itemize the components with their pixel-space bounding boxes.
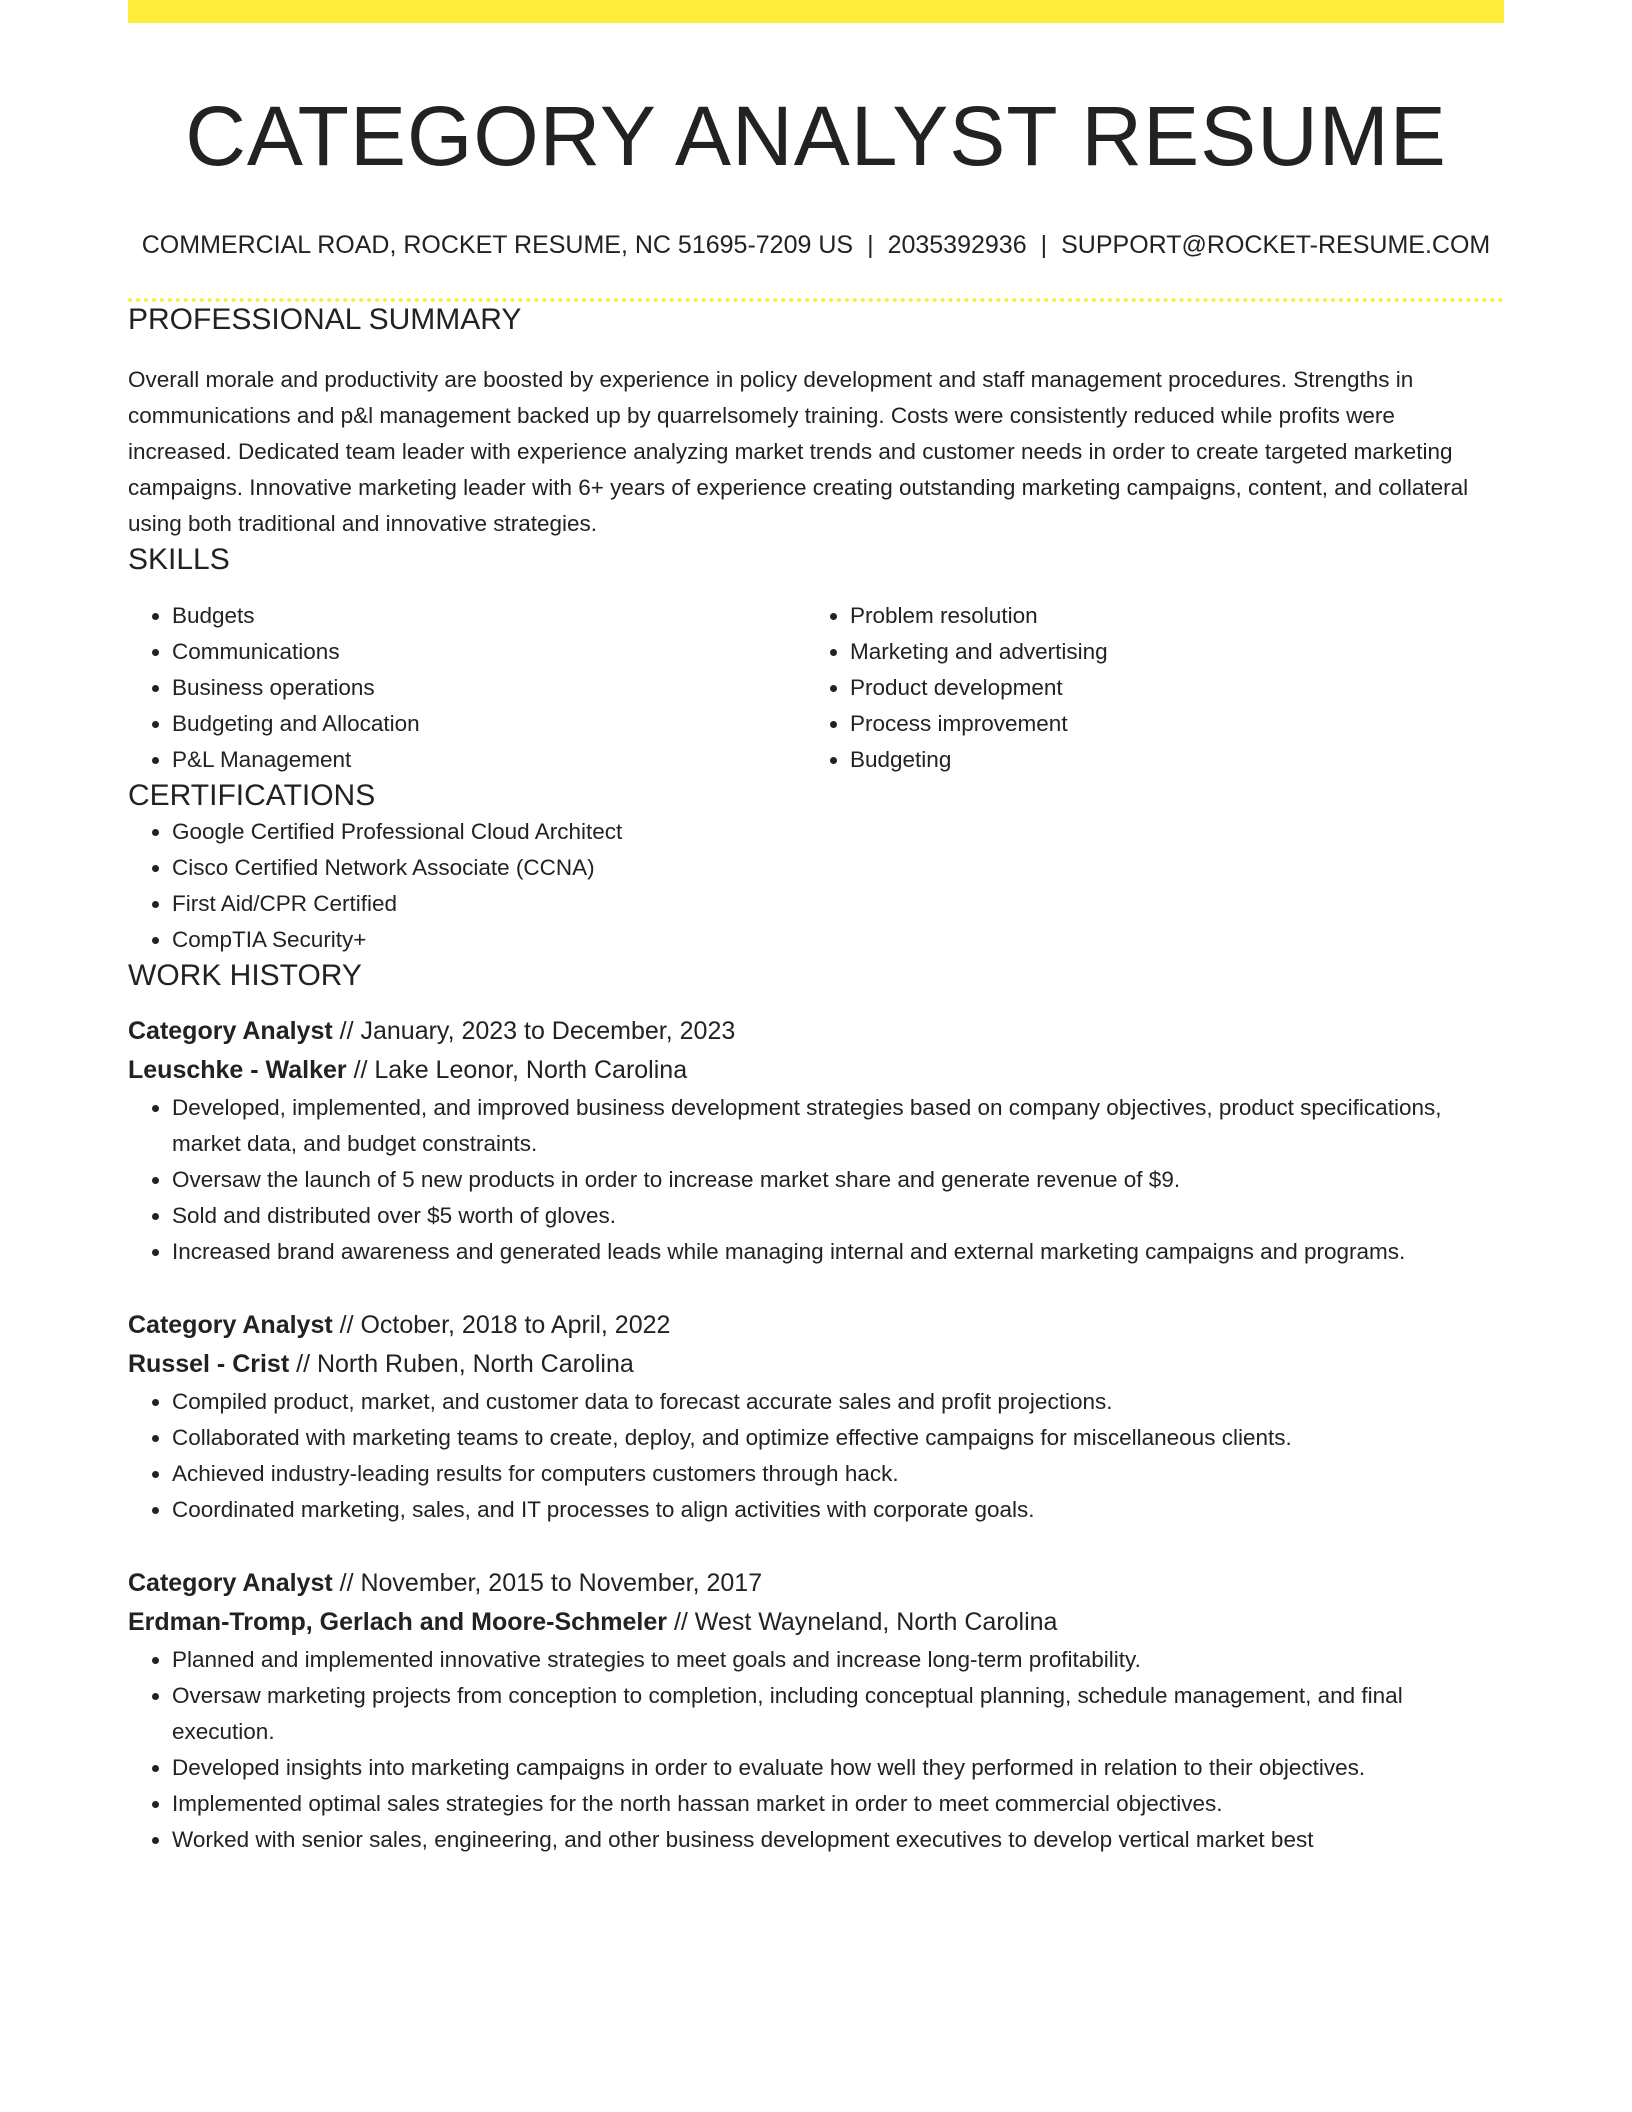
job-company-line xyxy=(128,1051,1504,1090)
skill-item: • Budgeting xyxy=(850,742,1484,778)
job-company: Erdman-Tromp, Gerlach and Moore-Schmeler xyxy=(128,1607,668,1636)
skills-grid xyxy=(128,598,1504,778)
job-bullets xyxy=(128,1642,1504,1858)
job-location: // Lake Leonor, North Carolina xyxy=(353,1055,688,1084)
job-dates: // October, 2018 to April, 2022 xyxy=(339,1310,671,1339)
job-bullet: • Collaborated with marketing teams to create, deploy, and optimize effective campaigns for miscellaneous clients. xyxy=(172,1420,1504,1456)
job-location: // West Wayneland, North Carolina xyxy=(673,1607,1058,1636)
skills-column-right xyxy=(806,598,1484,778)
skill-item: • Marketing and advertising xyxy=(850,634,1484,670)
job-company-line xyxy=(128,1603,1504,1642)
summary-section xyxy=(128,302,1504,542)
skill-item: • Communications xyxy=(172,634,806,670)
job-entry xyxy=(128,1012,1504,1270)
job-bullets xyxy=(128,1090,1504,1270)
job-bullet: • Oversaw marketing projects from conception to completion, including conceptual planning, schedule management, and final execution. xyxy=(172,1678,1504,1750)
contact-line xyxy=(128,230,1504,260)
skills-heading: SKILLS xyxy=(128,542,230,576)
skills-list-left xyxy=(128,598,806,778)
skill-item: • Budgeting and Allocation xyxy=(172,706,806,742)
job-bullet: • Achieved industry-leading results for computers customers through hack. xyxy=(172,1456,1504,1492)
summary-heading: PROFESSIONAL SUMMARY xyxy=(128,302,522,336)
contact-address: COMMERCIAL ROAD, ROCKET RESUME, NC 51695-7209 US xyxy=(141,230,854,259)
job-bullet: • Compiled product, market, and customer data to forecast accurate sales and profit projections. xyxy=(172,1384,1504,1420)
work-history-heading: WORK HISTORY xyxy=(128,958,362,992)
job-bullet: • Increased brand awareness and generated leads while managing internal and external marketing campaigns and programs. xyxy=(172,1234,1504,1270)
skill-item: • P&L Management xyxy=(172,742,806,778)
resume-content xyxy=(128,0,1504,1858)
job-bullet: • Developed insights into marketing campaigns in order to evaluate how well they performed in relation to their objectives. xyxy=(172,1750,1504,1786)
job-company-line xyxy=(128,1345,1504,1384)
job-bullet: • Coordinated marketing, sales, and IT processes to align activities with corporate goals. xyxy=(172,1492,1504,1528)
certification-item: • Google Certified Professional Cloud Architect xyxy=(172,814,1504,850)
skill-item: • Process improvement xyxy=(850,706,1484,742)
job-company: Russel - Crist xyxy=(128,1349,290,1378)
skill-item: • Product development xyxy=(850,670,1484,706)
skill-item: • Budgets xyxy=(172,598,806,634)
certifications-heading: CERTIFICATIONS xyxy=(128,778,376,812)
job-bullet: • Developed, implemented, and improved business development strategies based on company objectives, product specifications, market data, and budget constraints. xyxy=(172,1090,1504,1162)
certifications-list xyxy=(128,814,1504,958)
job-dates: // November, 2015 to November, 2017 xyxy=(339,1568,763,1597)
work-history-section xyxy=(128,958,1504,1858)
skills-column-left xyxy=(128,598,806,778)
skills-section xyxy=(128,542,1504,778)
summary-text: Overall morale and productivity are boosted by experience in policy development and staff management procedures. Strengths in communications and p&l management backed up by quarrelsomely training. Costs were consistently reduced while profits were increased. Dedicated team leader with experience analyzing market trends and customer needs in order to create targeted marketing campaigns. Innovative marketing leader with 6+ years of experience creating outstanding marketing campaigns, content, and collateral using both traditional and innovative strategies. xyxy=(128,366,1469,536)
job-title: Category Analyst xyxy=(128,1310,333,1339)
contact-separator: | xyxy=(867,230,874,259)
job-entry xyxy=(128,1564,1504,1858)
job-title-line xyxy=(128,1306,1504,1345)
job-title-line xyxy=(128,1564,1504,1603)
contact-separator: | xyxy=(1040,230,1048,259)
contact-phone: 2035392936 xyxy=(887,230,1027,259)
resume-title: CATEGORY ANALYST RESUME xyxy=(185,89,1447,183)
accent-top-bar xyxy=(128,0,1504,23)
job-bullets xyxy=(128,1384,1504,1528)
skill-item: • Business operations xyxy=(172,670,806,706)
certification-item: • CompTIA Security+ xyxy=(172,922,1504,958)
job-bullet: • Sold and distributed over $5 worth of gloves. xyxy=(172,1198,1504,1234)
certification-item: • Cisco Certified Network Associate (CCNA) xyxy=(172,850,1504,886)
job-bullet: • Worked with senior sales, engineering, and other business development executives to develop vertical market best xyxy=(172,1822,1504,1858)
contact-email: SUPPORT@ROCKET-RESUME.COM xyxy=(1061,230,1491,259)
job-bullet: • Planned and implemented innovative strategies to meet goals and increase long-term profitability. xyxy=(172,1642,1504,1678)
job-entry xyxy=(128,1306,1504,1528)
job-company: Leuschke - Walker xyxy=(128,1055,347,1084)
certification-item: • First Aid/CPR Certified xyxy=(172,886,1504,922)
skill-item: • Problem resolution xyxy=(850,598,1484,634)
job-title: Category Analyst xyxy=(128,1016,333,1045)
skills-list-right xyxy=(806,598,1484,778)
job-title-line xyxy=(128,1012,1504,1051)
job-location: // North Ruben, North Carolina xyxy=(296,1349,634,1378)
job-title: Category Analyst xyxy=(128,1568,333,1597)
certifications-section xyxy=(128,778,1504,958)
job-dates: // January, 2023 to December, 2023 xyxy=(339,1016,736,1045)
job-bullet: • Implemented optimal sales strategies for the north hassan market in order to meet commercial objectives. xyxy=(172,1786,1504,1822)
job-bullet: • Oversaw the launch of 5 new products in order to increase market share and generate revenue of $9. xyxy=(172,1162,1504,1198)
